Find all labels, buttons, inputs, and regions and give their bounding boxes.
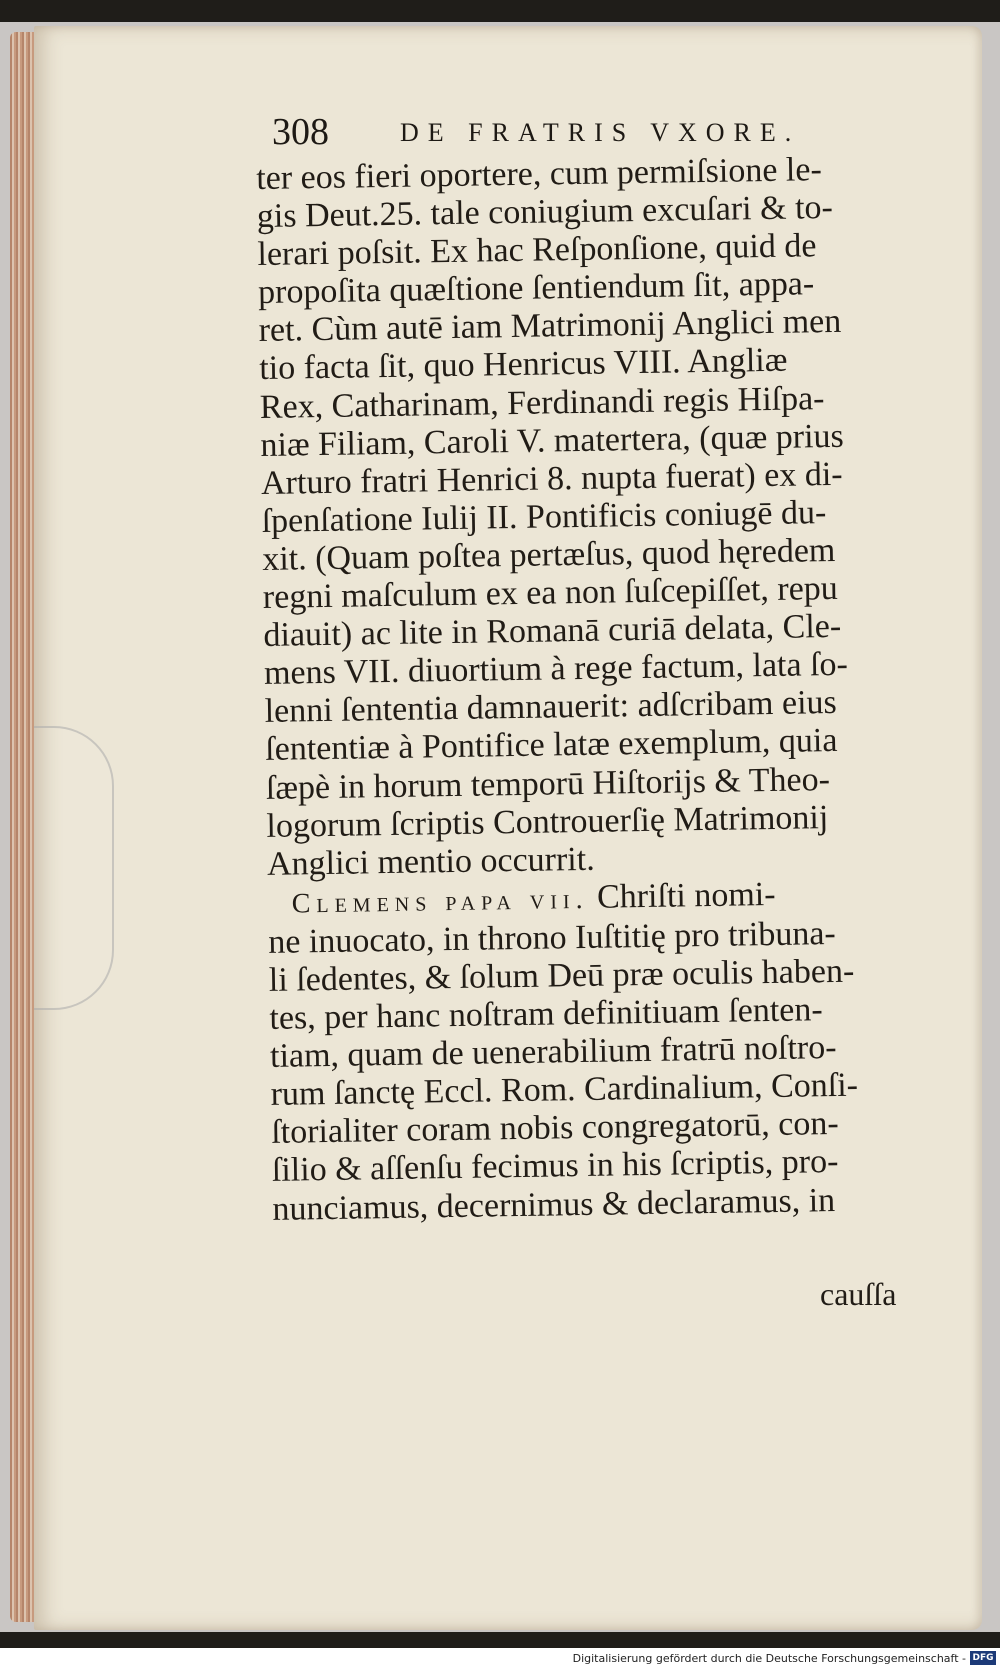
text-line: gis Deut.25. tale coniugium excuſari & to- <box>256 189 834 236</box>
body-text <box>256 150 933 1229</box>
text-line: xit. (Quam poſtea pertæſus, quod hęredem <box>261 531 836 578</box>
text-line: ret. Cùm autē iam Matrimonij Anglici men <box>258 303 842 350</box>
text-line: Anglici mentio occurrit. <box>266 840 595 883</box>
page-number: 308 <box>272 111 329 153</box>
text-line: rum ſanctę Eccl. Rom. Cardinalium, Conſi- <box>270 1066 859 1114</box>
text-line: nunciamus, decernimus & declaramus, in <box>272 1181 836 1228</box>
funding-credit: Digitalisierung gefördert durch die Deutsche Forschungsgemeinschaft - <box>572 1652 966 1665</box>
text-line: tiam, quam de uenerabilium fratrū noſtro- <box>269 1029 837 1076</box>
text-line: tes, per hanc noſtram definitiuam ſenten- <box>269 991 823 1037</box>
running-head <box>272 108 832 158</box>
text-line: regni maſculum ex ea non ſuſcepiſſet, repu <box>262 569 839 616</box>
text-line: lenni ſententia damnauerit: adſcribam eius <box>264 684 838 731</box>
running-title: DE FRATRIS VXORE. <box>400 118 801 147</box>
text-line: logorum ſcriptis Controuerſię Matrimonij <box>266 798 829 845</box>
text-line: ſententiæ à Pontifice latæ exemplum, quia <box>264 722 838 769</box>
text-line: mens VII. diuortium à rege factum, lata ſo- <box>263 645 849 693</box>
text-line: ter eos fieri oportere, cum permiſsione le- <box>256 151 823 197</box>
text-line: diauit) ac lite in Romanā curiā delata, Cle- <box>263 607 842 655</box>
text-line: ſilio & aſſenſu fecimus in his ſcriptis, pro- <box>271 1143 839 1190</box>
footer-bar <box>0 1648 1000 1670</box>
text-line: tio facta ſit, quo Henricus VIII. Angliæ <box>258 342 788 388</box>
text-line: ſpenſatione Iulij II. Pontificis coniugē du- <box>261 493 827 540</box>
dfg-logo: DFG <box>970 1651 996 1665</box>
text-line: propoſita quæſtione ſentiendum ſit, appa- <box>257 265 815 312</box>
text-line: niæ Filiam, Caroli V. matertera, (quæ prius <box>260 417 844 464</box>
clemens-heading: Clemens papa vii. <box>291 883 589 920</box>
text-line: ne inuocato, in throno Iuſtitię pro tribuna- <box>267 914 836 961</box>
text-line: ſæpè in horum temporū Hiſtorijs & Theo- <box>265 760 831 807</box>
text-line: Rex, Catharinam, Ferdinandi regis Hiſpa- <box>259 379 825 426</box>
text-line: lerari poſsit. Ex hac Reſponſione, quid de <box>257 227 817 274</box>
text-line: ſtorialiter coram nobis congregatorū, con- <box>270 1105 839 1152</box>
clemens-line-text: Chriſti nomi- <box>588 875 776 916</box>
catchword: cauſſa <box>820 1276 897 1312</box>
page-clip <box>34 726 114 1010</box>
text-line: Arturo fratri Henrici 8. nupta fuerat) ex di- <box>260 455 843 502</box>
text-line: li ſedentes, & ſolum Deū præ oculis haben- <box>268 952 855 999</box>
